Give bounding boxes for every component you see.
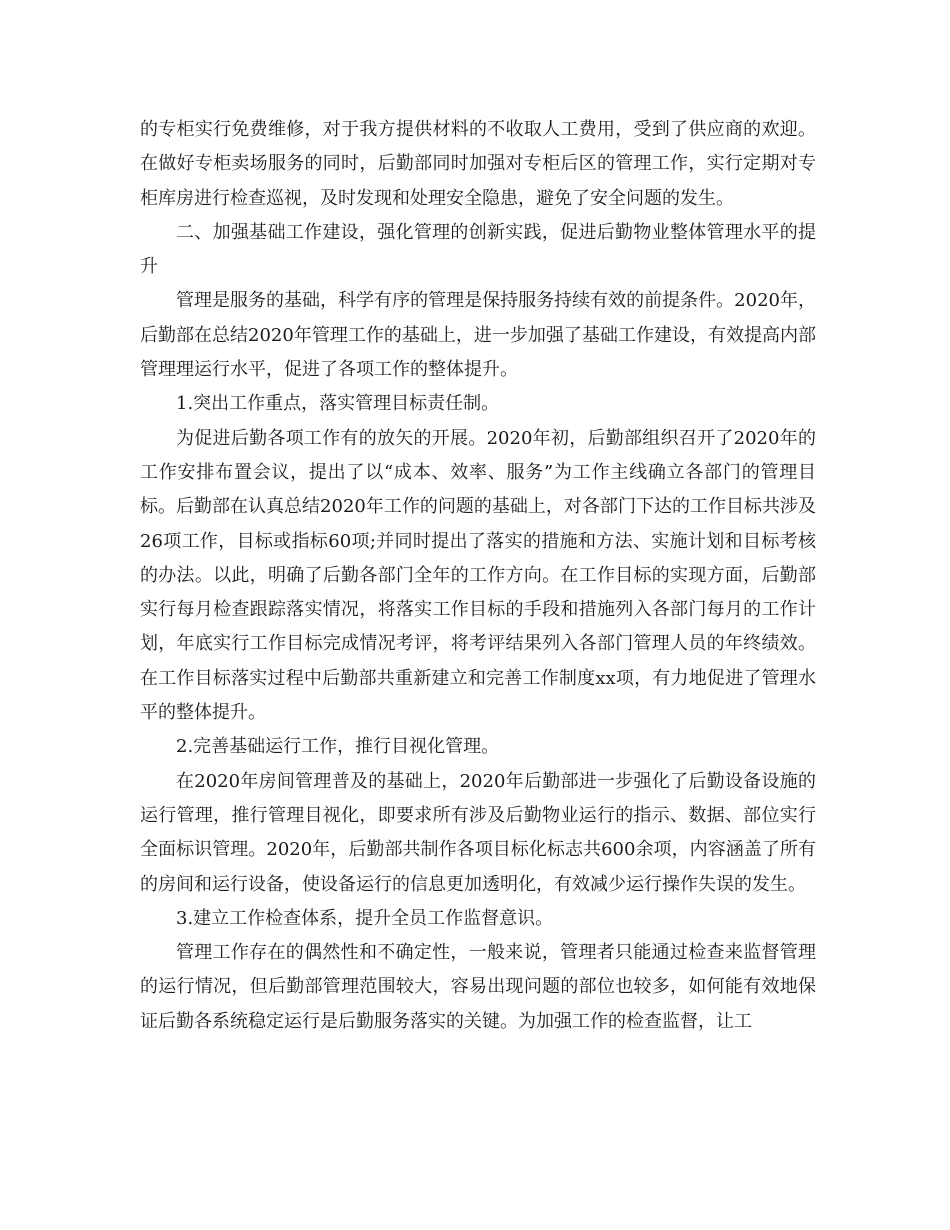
paragraph-continuation: 的专柜实行免费维修，对于我方提供材料的不收取人工费用，受到了供应商的欢迎。在做好专柜卖场服务的同时，后勤部同时加强对专柜后区的管理工作，实行定期对专柜库房进行检查巡视，及时发现和处理安全隐患，避免了安全问题的发生。 (140, 119, 816, 209)
subheading-1: 1.突出工作重点，落实管理目标责任制。 (176, 393, 500, 415)
subheading-2: 2.完善基础运行工作，推行目视化管理。 (176, 736, 500, 758)
paragraph-management-basis: 管理是服务的基础，科学有序的管理是保持服务持续有效的前提条件。2020年，后勤部在总结2020年管理工作的基础上，进一步加强了基础工作建设，有效提高内部管理理运行水平，促进了各项工作的整体提升。 (140, 290, 816, 381)
paragraph-inspection: 管理工作存在的偶然性和不确定性，一般来说，管理者只能通过检查来监督管理的运行情况，但后勤部管理范围较大，容易出现问题的部位也较多，如何能有效地保证后勤各系统稳定运行是后勤服务落实的关键。为加强工作的检查监督，让工 (140, 942, 816, 1032)
subheading-3: 3.建立工作检查体系，提升全员工作监督意识。 (176, 907, 554, 929)
document-body (140, 113, 816, 1039)
paragraph-targets: 为促进后勤各项工作有的放矢的开展。2020年初，后勤部组织召开了2020年的工作安排布置会议，提出了以“成本、效率、服务”为工作主线确立各部门的管理目标。后勤部在认真总结2020年工作的问题的基础上，对各部门下达的工作目标共涉及26项工作，目标或指标60项;并同时提出了落实的措施和方法、实施计划和目标考核的办法。以此，明确了后勤各部门全年的工作方向。在工作目标的实现方面，后勤部实行每月检查跟踪落实情况，将落实工作目标的手段和措施列入各部门每月的工作计划，年底实行工作目标完成情况考评，将考评结果列入各部门管理人员的年终绩效。在工作目标落实过程中后勤部共重新建立和完善工作制度xx项，有力地促进了管理水平的整体提升。 (140, 427, 816, 724)
section-heading-2: 二、加强基础工作建设，强化管理的创新实践，促进后勤物业整体管理水平的提升 (140, 221, 816, 278)
paragraph-visual-management: 在2020年房间管理普及的基础上，2020年后勤部进一步强化了后勤设备设施的运行管理，推行管理目视化，即要求所有涉及后勤物业运行的指示、数据、部位实行全面标识管理。2020年，后勤部共制作各项目标化标志共600余项，内容涵盖了所有的房间和运行设备，使设备运行的信息更加透明化，有效减少运行操作失误的发生。 (140, 770, 816, 895)
